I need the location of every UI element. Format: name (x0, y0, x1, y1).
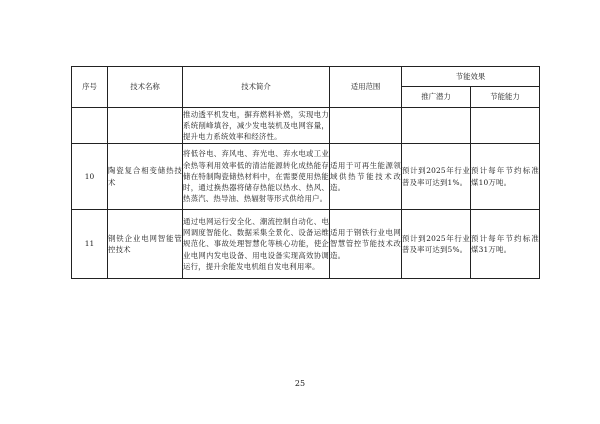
row-name: 陶瓷复合相变储热技术 (108, 144, 183, 210)
header-effect: 节能效果 (402, 67, 540, 87)
header-potential: 推广潜力 (402, 87, 471, 108)
header-intro: 技术简介 (183, 67, 330, 108)
header-scope: 适用范围 (330, 67, 402, 108)
row-potential (402, 108, 471, 144)
table-row (72, 210, 540, 279)
row-capacity: 预计每年节约标准煤10万吨。 (471, 144, 540, 210)
technology-table (71, 66, 540, 279)
row-intro: 通过电网运行安全化、潮流控制自动化、电网调度智能化、数据采集全景化、设备运维规范化、事故处理智慧化等核心功能，使企业电网内发电设备、用电设备实现高效协调运行，提升余能发电机组自发电利用率。 (183, 210, 330, 279)
header-capacity: 节能能力 (471, 87, 540, 108)
table-row (72, 108, 540, 144)
row-scope: 适用于可再生能源领域供热节能技术改造。 (330, 144, 402, 210)
header-no: 序号 (72, 67, 108, 108)
row-intro: 推动透平机发电，摒弃燃料补燃，实现电力系统削峰填谷，减少发电装机及电网容量，提升电力系统效率和经济性。 (183, 108, 330, 144)
table-row (72, 144, 540, 210)
row-name (108, 108, 183, 144)
row-potential: 预计到2025年行业普及率可达到5%。 (402, 210, 471, 279)
row-capacity: 预计每年节约标准煤31万吨。 (471, 210, 540, 279)
row-no: 10 (72, 144, 108, 210)
page-number: 25 (294, 379, 306, 388)
row-no: 11 (72, 210, 108, 279)
row-name: 钢铁企业电网智能管控技术 (108, 210, 183, 279)
row-potential: 预计到2025年行业普及率可达到1%。 (402, 144, 471, 210)
row-scope (330, 108, 402, 144)
header-name: 技术名称 (108, 67, 183, 108)
row-scope: 适用于钢铁行业电网智慧管控节能技术改造。 (330, 210, 402, 279)
row-intro: 将低谷电、弃风电、弃光电、弃水电或工业余热等利用效率低的清洁能源转化成热能存储在特制陶瓷储热材料中，在需要使用热能时，通过换热器将储存热能以热水、热风、热蒸汽、热导油、热辐射等形式供给用户。 (183, 144, 330, 210)
row-no (72, 108, 108, 144)
row-capacity (471, 108, 540, 144)
